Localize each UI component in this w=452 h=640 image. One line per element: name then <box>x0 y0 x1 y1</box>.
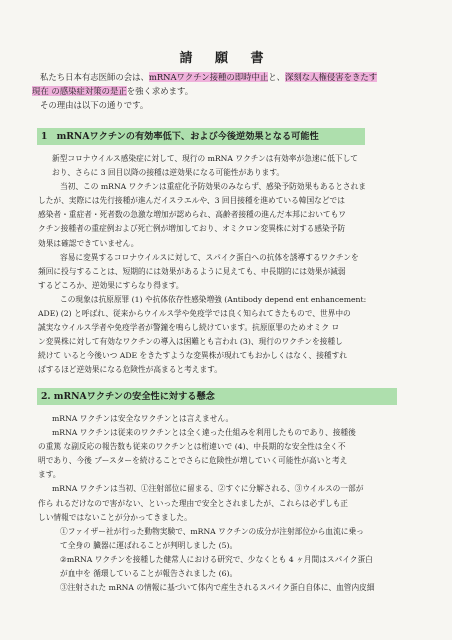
body-line: 当初、この mRNA ワクチンは重症化予防効果のみならず、感染予防効果もあるとされま <box>60 182 366 192</box>
section-1-heading: 1 mRNAワクチンの有効率低下、および今後逆効果となる可能性 <box>37 128 365 145</box>
section-2-body <box>36 412 426 595</box>
body-line: ①ファイザー社が行った動物実験で、mRNA ワクチンの成分が注射部位から血流に乗っ <box>60 526 364 536</box>
body-line: するどころか、逆効果にすらなり得ます。 <box>38 280 184 290</box>
intro-paragraph <box>32 70 422 112</box>
body-line: の重篤 な副反応の報告数も従来のワクチンとは桁違いで (4)、中長期的な安全性は全く不 <box>38 442 346 452</box>
body-line: mRNA ワクチンは当初、①注射部位に留まる、②すぐに分解される、③ウイルスの一部が <box>52 484 364 494</box>
body-line: て全身の 臓器に運ばれることが判明しました (5)。 <box>60 540 238 550</box>
body-line: 効果は確認できていません。 <box>38 238 139 248</box>
intro-line-3: その理由は以下の通りです。 <box>40 100 149 110</box>
body-line: したが、実際には先行接種が進んだイスラエルや、3 回目接種を進めている韓国などでは <box>38 196 345 206</box>
body-line: 続けて いると今後いつ ADE をきたすような変異株が現れてもおかしくはなく、接種すれ <box>38 351 347 361</box>
body-line: ばするほど逆効果になる危険性が高まると考えます。 <box>38 365 222 375</box>
body-line: 容易に変異するコロナウイルスに対して、スパイク蛋白への抗体を誘導するワクチンを <box>60 252 359 262</box>
body-line: mRNA ワクチンは従来のワクチンとは全く違った仕組みを利用したものであり、接種後 <box>52 428 356 438</box>
body-line: クチン接種者の重症例および死亡例が増加しており、オミクロン変異株に対する感染予防 <box>38 224 346 234</box>
body-line: 頻回に投与することは、短期的には効果があるように見えても、中長期的には効果が減弱 <box>38 266 346 276</box>
body-line: 新型コロナウイルス感染症に対して、現行の mRNA ワクチンは有効率が急速に低下して <box>52 154 358 163</box>
section-2-heading: 2. mRNAワクチンの安全性に対する懸念 <box>37 388 397 405</box>
body-line: 感染者・重症者・死者数の急激な増加が認められ、高齢者接種の進んだ本邦においてもワ <box>38 210 346 220</box>
body-line: ン変異株に対して有効なワクチンの導入は困難とも言われ (3)、現行のワクチンを接種し <box>38 337 343 347</box>
body-line: が血中を 循環していることが報告されました (6)。 <box>60 569 238 579</box>
body-line: おり、さらに 3 回目以降の接種は逆効果になる可能性があります。 <box>52 168 285 178</box>
body-line: mRNA ワクチンは安全なワクチンとは言えません。 <box>52 414 234 423</box>
body-line: ②mRNA ワクチンを接種した健常人における研究で、少なくとも 4 ヶ月間はスパイク蛋白 <box>60 554 373 564</box>
body-line: ます。 <box>38 470 61 480</box>
document-title: 請 願 書 <box>179 51 273 66</box>
intro-line-2: 現在 の感染症対策の是正を強く求めます。 <box>32 86 194 96</box>
body-line: しい情報ではないことが分かってきました。 <box>38 512 192 522</box>
body-line: ADE) (2) と呼ばれ、従来からウイルス学や免疫学では良く知られてきたもので、世界中の <box>38 309 351 319</box>
body-line: ③注射された mRNA の情報に基づいて体内で産生されるスパイク蛋白自体に、血管内皮細 <box>60 583 375 593</box>
body-line: 誠実なウイルス学者や免疫学者が警鐘を鳴らし続けています。抗原原罪のためオミク ロ <box>38 323 340 333</box>
body-line: 作ら れるだけなので害がない、といった理由で安全とされましたが、これらは必ずしも正 <box>38 498 348 508</box>
body-line: この現象は抗原原罪 (1) や抗体依存性感染増強 (Antibody depend ent enhancement: <box>60 294 367 304</box>
body-line: 明であり、今後 ブースターを続けることでさらに危険性が増していく可能性が高いと考え <box>38 456 348 466</box>
highlight-human-rights: 深刻な人権侵害をきたす <box>284 72 378 82</box>
intro-line-1: 私たち日本有志医師の会は、mRNAワクチン接種の即時中止と、深刻な人権侵害をきたす <box>40 72 378 82</box>
highlight-correction: 現在 の感染症対策の是正 <box>32 86 127 96</box>
highlight-stop-vaccination: mRNAワクチン接種の即時中止 <box>148 72 269 82</box>
section-1-body <box>36 152 426 378</box>
